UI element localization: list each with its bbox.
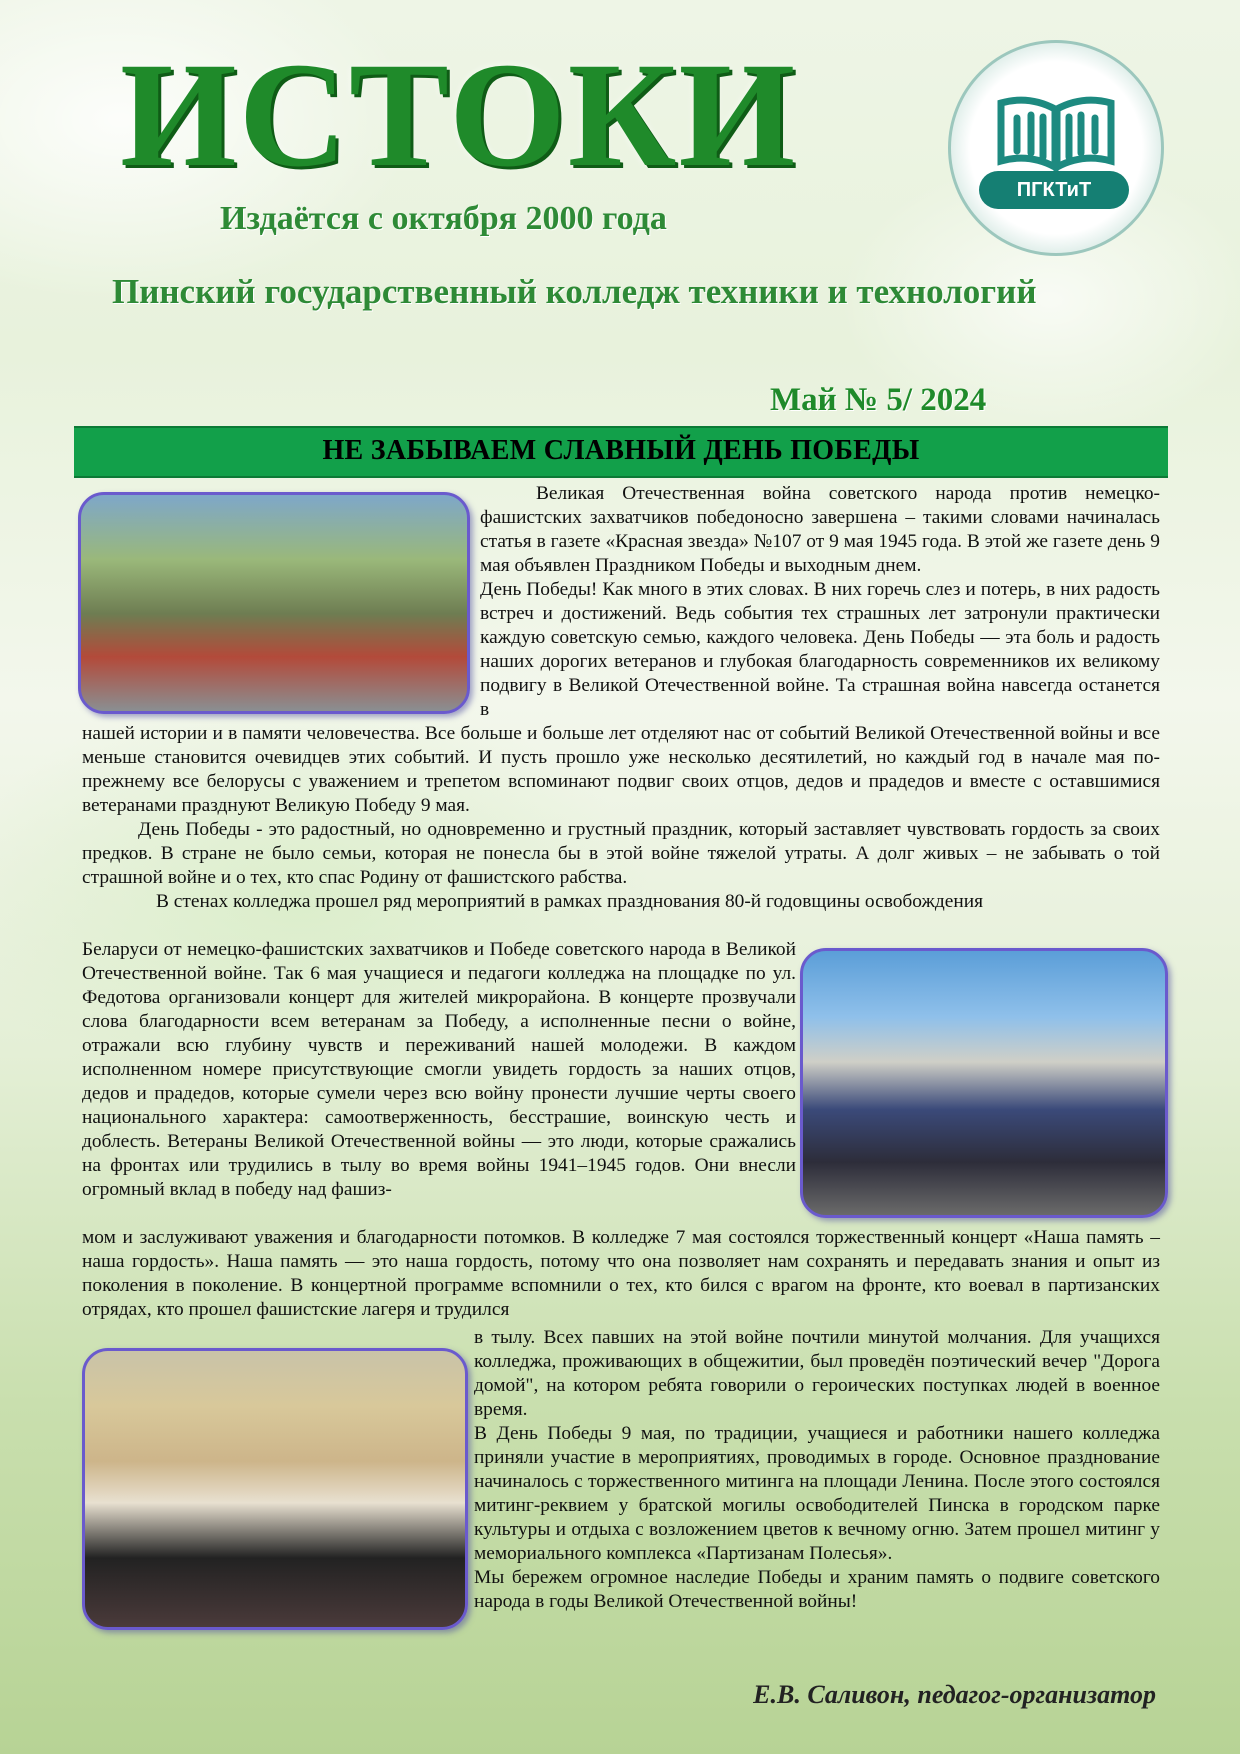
paragraph: нашей истории и в памяти человечества. Все больше и больше лет отделяют нас от событий Великой Отечественной войны и все меньше становится очевидцев этих событий. И пусть прошло уже несколько десятилетий, но каждый год в начале мая по-прежнему все белорусы с уважением и трепетом вспоминают подвиг своих отцов, дедов и прадедов и вместе с оставшимися ветеранами празднуют Великую Победу 9 мая. <box>82 723 1160 816</box>
article-block-3 <box>82 938 796 1202</box>
photo-memorial-flowers <box>78 492 470 714</box>
paragraph: День Победы - это радостный, но одновременно и грустный праздник, который заставляет чувствовать гордость за своих предков. В стране не было семьи, которая не понесла бы в этой войне тяжелой утраты. А долг живых – не забывать о той страшной войне и о тех, кто спас Родину от фашистского рабства. <box>82 819 1160 888</box>
paragraph: Великая Отечественная война советского народа против немецко-фашистских захватчиков победоносно завершена – такими словами начиналась статья в газете «Красная звезда» №107 от 9 мая 1945 года. В этой же газете день 9 мая объявлен Праздником Победы и выходным днем. <box>480 483 1160 576</box>
paragraph: В стенах колледжа прошел ряд мероприятий в рамках празднования 80-й годовщины освобождения <box>156 891 984 912</box>
newspaper-title: ИСТОКИ <box>120 32 798 198</box>
photo-city-rally <box>800 948 1168 1218</box>
paragraph: мом и заслуживают уважения и благодарности потомков. В колледже 7 мая состоялся торжественный концерт «Наша память – наша гордость». Наша память — это наша гордость, потому что она позволяет нам сохранять и передавать знания и опыт из поколения в поколение. В концертной программе вспомнили о тех, кто бился с врагом на фронте, кто воевал в партизанских отрядах, кто прошел фашистские лагеря и трудился <box>82 1227 1160 1320</box>
photo-concert-portraits <box>82 1348 468 1630</box>
article-block-4 <box>82 1226 1160 1322</box>
paragraph: День Победы! Как много в этих словах. В них горечь слез и потерь, в них радость встреч и достижений. Ведь события тех страшных лет затронули практически каждую советскую семью, каждого человека. День Победы — эта боль и радость наших дорогих ветеранов и глубокая благодарность современников их великому подвигу в Великой Отечественной войне. Та страшная война навсегда останется в <box>480 579 1160 720</box>
issue-number: Май № 5/ 2024 <box>770 382 987 418</box>
article-headline: НЕ ЗАБЫВАЕМ СЛАВНЫЙ ДЕНЬ ПОБЕДЫ <box>322 435 920 466</box>
paragraph: В День Победы 9 мая, по традиции, учащиеся и работники нашего колледжа приняли участие в мероприятиях, проводимых в городе. Основное празднование начиналось с торжественного митинга на площади Ленина. После этого состоялся митинг-реквием у братской могилы освободителей Пинска в городском парке культуры и отдыха с возложением цветов к вечному огню. Затем прошел митинг у мемориального комплекса «Партизанам Полесья». <box>474 1423 1160 1564</box>
headline-banner <box>74 426 1168 478</box>
author-signature: Е.В. Саливон, педагог-организатор <box>753 1680 1156 1709</box>
college-name: Пинский государственный колледж техники и технологий <box>112 272 1037 311</box>
logo-label: ПГКТиТ <box>979 171 1129 209</box>
college-logo <box>948 40 1164 256</box>
paragraph: Мы бережем огромное наследие Победы и храним память о подвиге советского народа в годы Великой Отечественной войны! <box>474 1567 1160 1612</box>
article-block-2 <box>82 722 1160 914</box>
article-block-5 <box>474 1326 1160 1614</box>
paragraph: в тылу. Всех павших на этой войне почтили минутой молчания. Для учащихся колледжа, проживающих в общежитии, был проведён поэтический вечер "Дорога домой", на котором ребята говорили о героических поступках людей в военное время. <box>474 1327 1160 1420</box>
book-icon <box>951 43 1161 253</box>
paragraph: Беларуси от немецко-фашистских захватчиков и Победе советского народа в Великой Отечественной войне. Так 6 мая учащиеся и педагоги колледжа на площадке по ул. Федотова организовали концерт для жителей микрорайона. В концерте прозвучали слова благодарности всем ветеранам за Победу, а исполненные песни о войне, отражали всю глубину чувств и переживаний нашей молодежи. В каждом исполненном номере присутствующие смогли увидеть гордость за наших отцов, дедов и прадедов, которые сумели через всю войну пронести лучшие черты своего национального характера: самоотверженность, бесстрашие, воинскую честь и доблесть. Ветераны Великой Отечественной войны — это люди, которые сражались на фронтах или трудились в тылу во время войны 1941–1945 годов. Они внесли огромный вклад в победу над фашиз- <box>82 939 796 1200</box>
publication-since: Издаётся с октября 2000 года <box>220 200 667 237</box>
article-block-1 <box>480 482 1160 722</box>
